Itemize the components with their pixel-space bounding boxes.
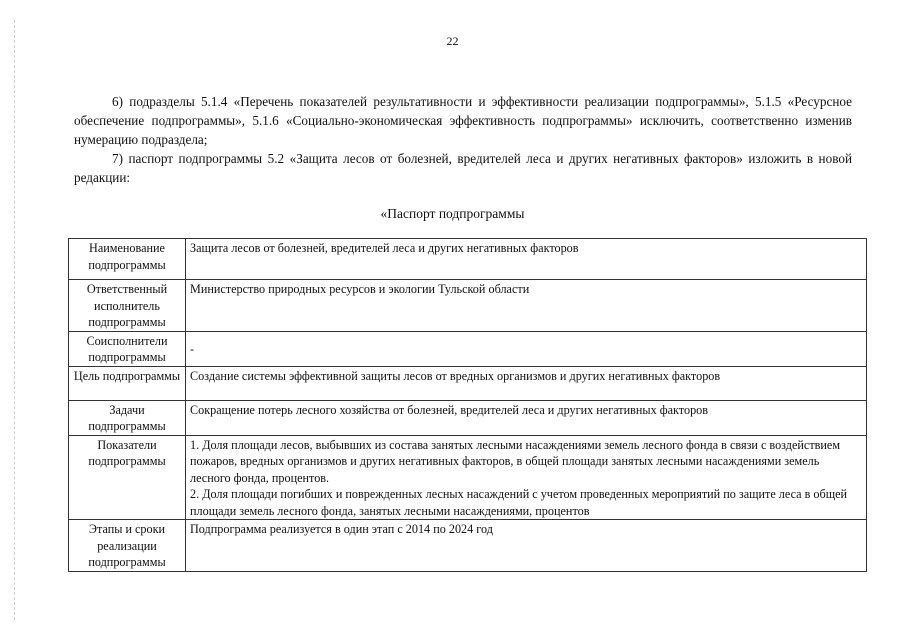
row-value: Защита лесов от болезней, вредителей леса и других негативных факторов <box>186 239 867 280</box>
table-row <box>69 280 867 332</box>
passport-table <box>68 238 867 572</box>
indicator-2: 2. Доля площади погибших и поврежденных лесных насаждений с учетом проведенных мероприятий по защите леса в общей площади земель лесного фонда, занятых лесными насаждениями, процентов <box>190 487 848 518</box>
row-value <box>186 435 867 520</box>
table-row <box>69 400 867 435</box>
row-label: Соисполнители подпрограммы <box>69 331 186 366</box>
paragraph-item-6: 6) подразделы 5.1.4 «Перечень показателей результативности и эффективности реализации подпрограммы», 5.1.5 «Ресурсное обеспечение подпрограммы», 5.1.6 «Социально-экономическая эффективность подпрограммы» исключить, соответственно изменив нумерацию подраздела; <box>74 94 852 147</box>
row-label: Показатели подпрограммы <box>69 435 186 520</box>
row-value <box>186 331 867 366</box>
table-row <box>69 239 867 280</box>
row-label: Ответственный исполнитель подпрограммы <box>69 280 186 332</box>
table-row <box>69 435 867 520</box>
paragraph-item-7: 7) паспорт подпрограммы 5.2 «Защита лесов от болезней, вредителей леса и других негативных факторов» изложить в новой редакции: <box>74 151 852 185</box>
row-label: Этапы и сроки реализации подпрограммы <box>69 520 186 572</box>
row-label: Цель подпрограммы <box>69 366 186 400</box>
row-label: Задачи подпрограммы <box>69 400 186 435</box>
table-row <box>69 331 867 366</box>
table-row <box>69 366 867 400</box>
row-value: Подпрограмма реализуется в один этап с 2014 по 2024 год <box>186 520 867 572</box>
row-value: Создание системы эффективной защиты лесов от вредных организмов и других негативных факторов <box>186 366 867 400</box>
page-number: 22 <box>446 34 459 48</box>
scan-edge-marks <box>14 20 16 620</box>
passport-title: «Паспорт подпрограммы <box>380 206 525 221</box>
row-value: Сокращение потерь лесного хозяйства от болезней, вредителей леса и других негативных факторов <box>186 400 867 435</box>
indicator-1: 1. Доля площади лесов, выбывших из состава занятых лесными насаждениями земель лесного фонда в связи с воздействием пожаров, вредных организмов и других негативных факторов, в общей площади занятых лесными насаждениями земель лесного фонда, процентов. <box>190 437 841 485</box>
row-label: Наименование подпрограммы <box>69 239 186 280</box>
document-body <box>74 92 852 187</box>
row-value: Министерство природных ресурсов и экологии Тульской области <box>186 280 867 332</box>
row-value-text: - <box>190 341 195 356</box>
table-row <box>69 520 867 572</box>
